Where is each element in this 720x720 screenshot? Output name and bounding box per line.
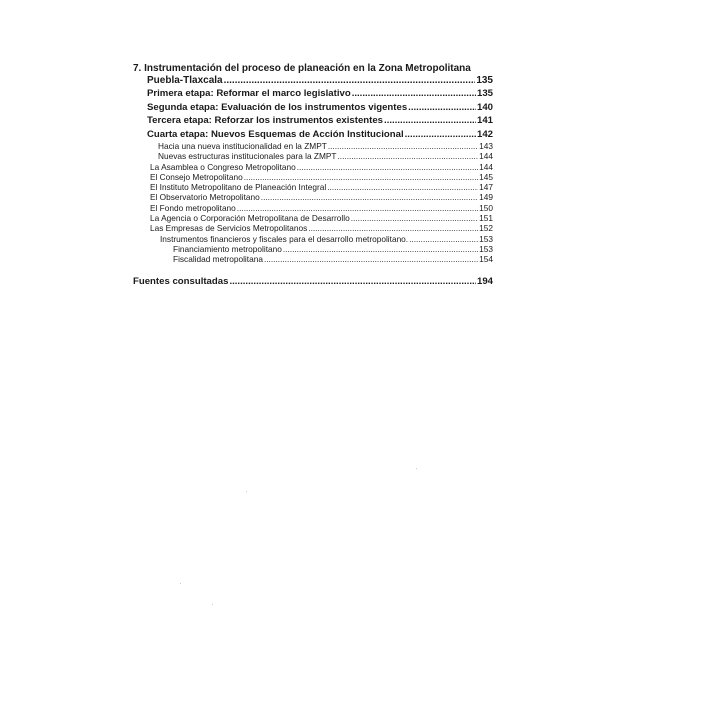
scan-speck xyxy=(416,468,417,469)
toc-entry xyxy=(133,203,493,213)
leader-dots xyxy=(308,223,478,233)
toc-page-number: 140 xyxy=(476,101,493,113)
leader-dots xyxy=(327,182,478,192)
toc-entry-label: El Fondo metropolitano xyxy=(150,202,236,213)
toc-page-number: 143 xyxy=(479,141,493,151)
toc-entry xyxy=(133,254,493,264)
toc-entry xyxy=(133,172,493,182)
toc-entry-label: Hacia una nueva institucionalidad en la ZMPT xyxy=(158,141,327,151)
toc-page-number: 150 xyxy=(479,202,493,213)
leader-dots xyxy=(297,162,478,172)
leader-dots xyxy=(352,88,476,101)
leader-dots xyxy=(261,192,478,202)
toc-page-number: 144 xyxy=(479,161,493,172)
toc-stage-2 xyxy=(133,102,493,115)
toc-entry-label: Instrumentos financieros y fiscales para el desarrollo metropolitano. xyxy=(160,233,409,244)
chapter-title-line2: Puebla-Tlaxcala xyxy=(147,74,223,86)
leader-dots xyxy=(337,151,478,161)
toc-page-number: 142 xyxy=(476,128,493,140)
toc-page-number: 141 xyxy=(476,115,493,126)
toc-entry-label: La Agencia o Corporación Metropolitana de Desarrollo xyxy=(150,213,350,224)
toc-entry xyxy=(133,141,493,151)
toc-stage-3 xyxy=(133,115,493,128)
leader-dots xyxy=(237,203,478,213)
toc-entry-label: El Observatorio Metropolitano xyxy=(150,192,260,203)
table-of-contents xyxy=(133,63,493,288)
leader-dots xyxy=(409,234,478,244)
toc-stage-4 xyxy=(133,129,493,142)
toc-entry xyxy=(133,192,493,202)
leader-dots xyxy=(264,254,478,264)
toc-page-number: 147 xyxy=(479,182,493,193)
toc-entry xyxy=(133,223,493,233)
toc-stage-label: Tercera etapa: Reforzar los instrumentos existentes xyxy=(147,115,384,126)
toc-entry xyxy=(133,182,493,192)
leader-dots xyxy=(244,172,478,182)
toc-page-number: 154 xyxy=(479,254,493,265)
toc-page-number: 194 xyxy=(476,275,493,287)
leader-dots xyxy=(224,75,476,87)
toc-entry xyxy=(133,162,493,172)
scan-speck xyxy=(180,583,181,584)
toc-sources-label: Fuentes consultadas xyxy=(133,275,229,287)
scan-speck xyxy=(212,604,213,605)
leader-dots xyxy=(328,141,478,151)
toc-entry-label: La Asamblea o Congreso Metropolitano xyxy=(150,161,296,172)
toc-page-number: 149 xyxy=(479,192,493,203)
chapter-7-heading xyxy=(133,63,493,86)
toc-page-number: 152 xyxy=(479,223,493,234)
toc-entry xyxy=(133,234,493,244)
leader-dots xyxy=(283,244,478,254)
chapter-title-line2-row xyxy=(133,75,493,87)
toc-page-number: 144 xyxy=(479,151,493,162)
toc-entry-label: El Instituto Metropolitano de Planeación Integral xyxy=(150,182,327,193)
toc-stage-label: Segunda etapa: Evaluación de los instrumentos vigentes xyxy=(147,101,408,113)
toc-entry-label: Nuevas estructuras institucionales para la ZMPT xyxy=(158,151,337,162)
toc-entry-label: Las Empresas de Servicios Metropolitanos xyxy=(150,223,308,234)
leader-dots xyxy=(229,276,476,289)
toc-page-number: 145 xyxy=(479,171,493,182)
toc-page-number: 151 xyxy=(479,213,493,224)
toc-page-number: 153 xyxy=(479,233,493,244)
leader-dots xyxy=(408,102,476,115)
chapter-title-line1: 7. Instrumentación del proceso de planeación en la Zona Metropolitana xyxy=(133,63,471,74)
leader-dots xyxy=(405,129,476,142)
toc-entry xyxy=(133,151,493,161)
toc-sources xyxy=(133,276,493,289)
scan-speck xyxy=(246,491,247,492)
toc-entry xyxy=(133,244,493,254)
leader-dots xyxy=(351,213,478,223)
toc-stage-label: Cuarta etapa: Nuevos Esquemas de Acción Institucional xyxy=(147,128,404,140)
leader-dots xyxy=(384,115,476,128)
toc-entry-label: Fiscalidad metropolitana xyxy=(173,254,263,265)
toc-page-number: 153 xyxy=(479,243,493,254)
toc-page-number: 135 xyxy=(476,88,493,99)
toc-entry xyxy=(133,213,493,223)
toc-stage-1 xyxy=(133,88,493,101)
toc-stage-label: Primera etapa: Reformar el marco legislativo xyxy=(147,88,351,99)
chapter-page-number: 135 xyxy=(476,74,493,86)
toc-entry-label: El Consejo Metropolitano xyxy=(150,171,243,182)
toc-entry-label: Financiamiento metropolitano xyxy=(173,243,282,254)
